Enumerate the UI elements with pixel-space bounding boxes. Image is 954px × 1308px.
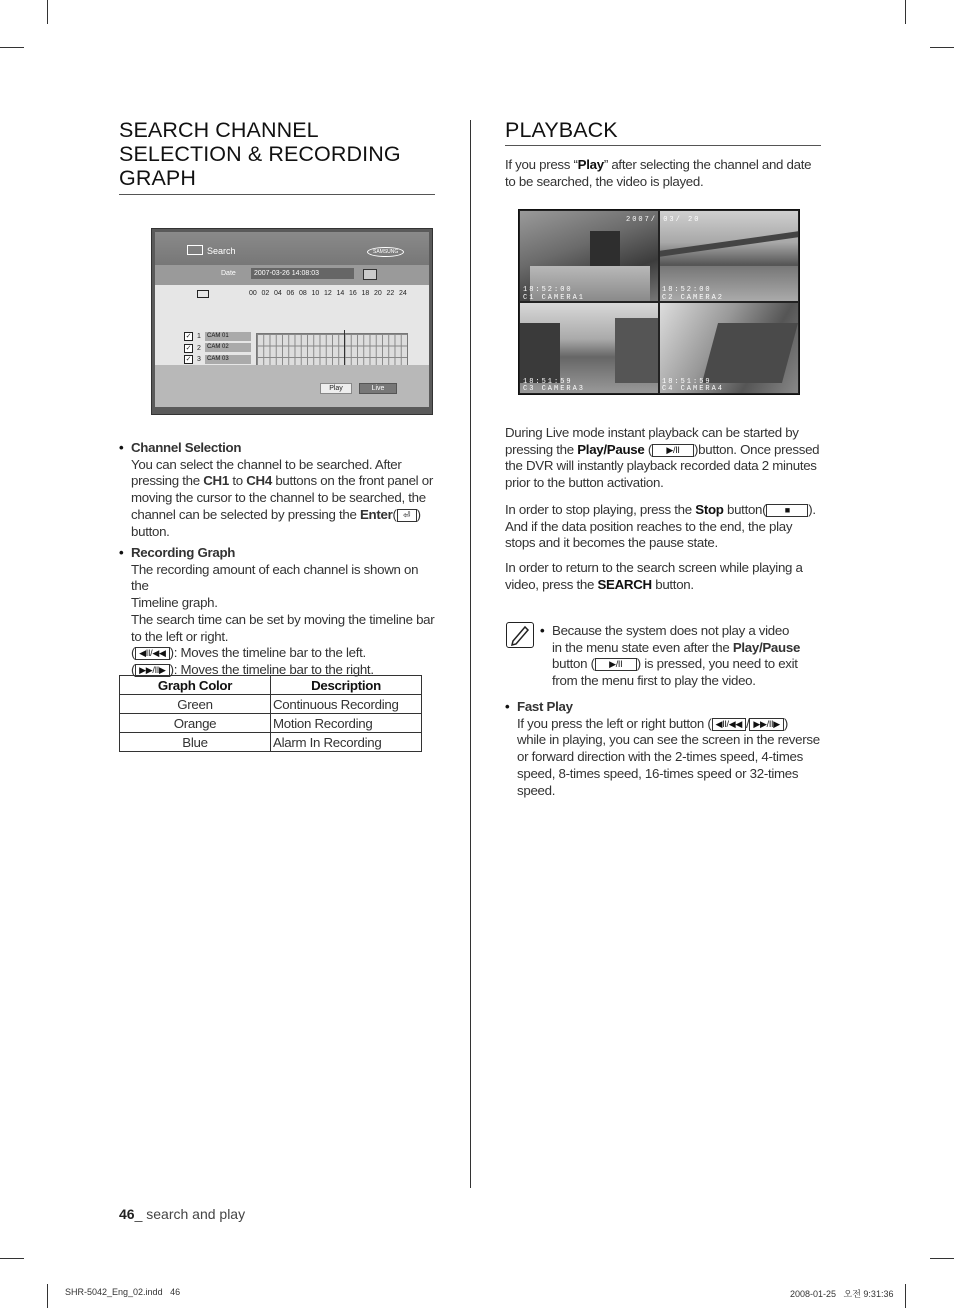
table-row: Orange Motion Recording: [120, 714, 422, 733]
hour-tick-label: 04: [274, 290, 282, 297]
search-screen-header: [155, 232, 429, 265]
camera-1-time: 18:52:00: [523, 286, 573, 294]
title-line: GRAPH: [119, 166, 196, 190]
hour-tick-label: 20: [374, 290, 382, 297]
recording-graph-bullet: • Recording Graph The recording amount of each channel is shown on the Timeline graph. The search time can be set by moving the timeline bar to the left or right. ( ◀II/◀◀ ): Moves the timeline bar to the left. ( ▶▶/II▶ ): Moves the timeline bar to the right.: [119, 545, 435, 677]
camera-4-name: C4 CAMERA4: [662, 385, 725, 393]
crop-mark: [47, 0, 48, 24]
section-title: [119, 118, 401, 190]
camera-select-icon: [197, 290, 209, 298]
hour-tick-label: 24: [399, 290, 407, 297]
table-row: Green Continuous Recording: [120, 695, 422, 714]
search-screen-title: Search: [207, 246, 236, 256]
calendar-icon: [363, 269, 377, 280]
bullet-heading: Fast Play: [517, 699, 573, 714]
bullet-heading: Recording Graph: [131, 545, 236, 560]
bullet-heading: Channel Selection: [131, 440, 242, 455]
title-line: SELECTION & RECORDING: [119, 142, 401, 166]
channel-selection-bullet: • Channel Selection You can select the channel to be searched. After pressing the CH1 to CH4 buttons on the front panel or moving the cursor to the channel to be searched, the channel can be selected by pressing the Enter( ⏎ ) button.: [119, 440, 433, 539]
camera-date: 2007/ 03/ 20: [626, 216, 701, 224]
crop-mark: [930, 1258, 954, 1259]
column-divider: [470, 120, 471, 1188]
play-button: Play: [320, 383, 352, 394]
search-screen-footer: [155, 365, 429, 407]
channel-label: CAM 01: [205, 332, 251, 341]
samsung-logo: SAMSUNG: [367, 247, 404, 257]
rewind-button-icon: ◀II/◀◀: [135, 647, 169, 660]
instant-playback-paragraph: During Live mode instant playback can be started by pressing the Play/Pause ( ▶/II )button. Once pressed the DVR will instantly playback recorded data 2 minutes prior to the button activation.: [505, 425, 820, 491]
crop-mark: [47, 1284, 48, 1308]
search-screen-image: [151, 228, 433, 415]
crop-mark: [905, 0, 906, 24]
table-row: Blue Alarm In Recording: [120, 733, 422, 752]
channel-checkbox: ✓: [185, 333, 192, 340]
playback-camera-image: [518, 209, 800, 395]
rewind-button-icon: ◀II/◀◀: [712, 718, 746, 731]
hour-tick-label: 10: [311, 290, 320, 297]
hour-tick-label: 18: [361, 290, 370, 297]
crop-mark: [905, 1284, 906, 1308]
camera-3-time: 18:51:59: [523, 378, 573, 386]
channel-number: 3: [197, 356, 201, 363]
enter-key-icon: ⏎: [397, 509, 417, 522]
fast-forward-button-icon: ▶▶/II▶: [135, 664, 169, 677]
search-screen-body: [155, 265, 429, 365]
search-icon: [187, 245, 203, 255]
title-line: SEARCH CHANNEL: [119, 118, 319, 142]
live-button: Live: [359, 383, 397, 394]
hour-tick-label: 16: [349, 290, 357, 297]
hour-tick-label: 08: [299, 290, 307, 297]
crop-mark: [0, 47, 24, 48]
title-rule: [505, 145, 821, 146]
camera-1-name: C1 CAMERA1: [523, 294, 586, 302]
page-number: 46: [119, 1206, 135, 1222]
table-header-row: Graph Color Description: [120, 676, 422, 695]
file-info: SHR-5042_Eng_02.indd 46: [65, 1287, 181, 1297]
hour-tick-label: 02: [261, 290, 270, 297]
camera-2-time: 18:52:00: [662, 286, 712, 294]
fast-forward-button-icon: ▶▶/II▶: [749, 718, 783, 731]
hour-tick-label: 14: [336, 290, 345, 297]
intro-paragraph: If you press “Play” after selecting the channel and date to be searched, the video is played.: [505, 157, 812, 189]
crop-mark: [0, 1258, 24, 1259]
play-pause-button-icon: ▶/II: [595, 658, 637, 671]
playback-title: PLAYBACK: [505, 118, 618, 142]
channel-number: 2: [197, 344, 201, 352]
hour-tick-label: 06: [286, 290, 295, 297]
graph-color-table: [119, 675, 422, 752]
hour-tick-label: 12: [324, 290, 332, 297]
date-label: Date: [221, 270, 236, 277]
crop-mark: [930, 47, 954, 48]
title-rule: [119, 194, 435, 195]
stop-paragraph: In order to stop playing, press the Stop button( ■ ). And if the data position reaches to the end, the play stops and it becomes the pause state.: [505, 502, 816, 551]
channel-label: CAM 02: [205, 343, 251, 352]
stop-button-icon: ■: [766, 504, 808, 517]
note-bullet: • Because the system does not play a video in the menu state even after the Play/Pause button ( ▶/II ) is pressed, you need to exit from the menu first to play the video.: [540, 623, 801, 689]
hour-tick-label: 22: [386, 290, 395, 297]
camera-2-name: C2 CAMERA2: [662, 294, 725, 302]
channel-checkbox: ✓: [185, 356, 192, 363]
channel-number: 1: [197, 333, 201, 340]
channel-checkbox: ✓: [185, 344, 192, 352]
fast-play-bullet: • Fast Play If you press the left or right button ( ◀II/◀◀ / ▶▶/II▶ ) while in playing, you can see the screen in the reverse or forward direction with the 2-times speed, 4-times speed, 8-times speed, 16-times speed or 32-times speed.: [505, 699, 820, 798]
hour-tick-label: 00: [249, 290, 257, 297]
page-section: _ search and play: [134, 1206, 246, 1222]
note-icon: [506, 622, 534, 648]
page-footer: [119, 1206, 245, 1222]
date-field: 2007-03-26 14:08:03: [251, 268, 354, 279]
camera-4-time: 18:51:59: [662, 378, 712, 386]
print-timestamp: 2008-01-25 오전 9:31:36: [790, 1289, 894, 1299]
channel-label: CAM 03: [205, 355, 251, 364]
search-return-paragraph: In order to return to the search screen while playing a video, press the SEARCH button.: [505, 560, 803, 592]
camera-3-name: C3 CAMERA3: [523, 385, 586, 393]
play-pause-button-icon: ▶/II: [652, 444, 694, 457]
